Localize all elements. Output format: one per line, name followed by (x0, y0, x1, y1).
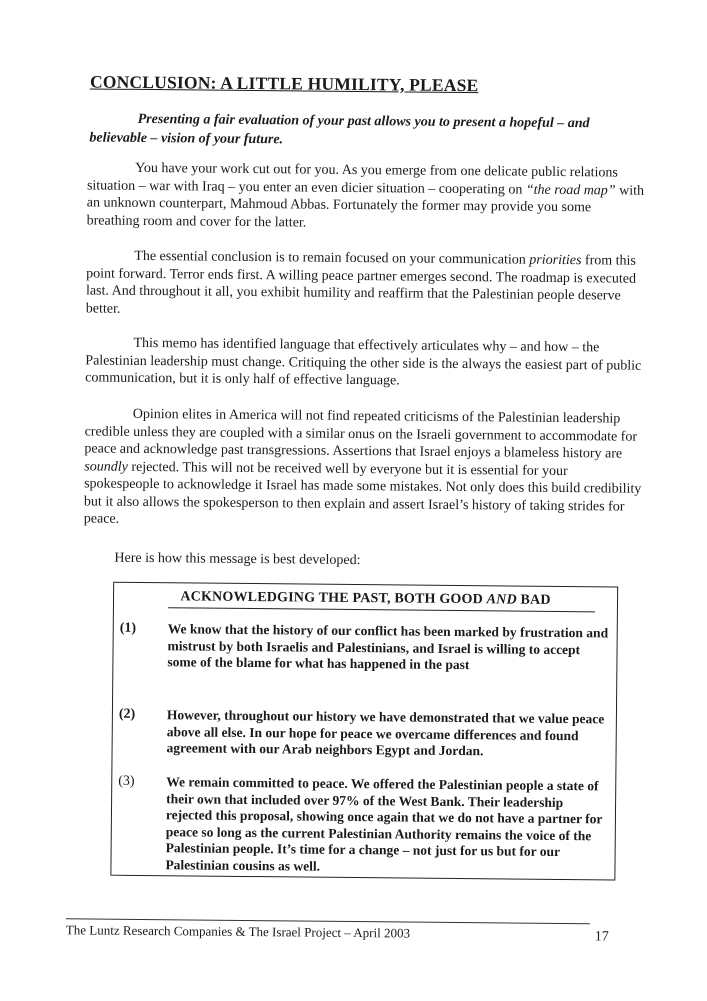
paragraph-2 (86, 247, 647, 322)
paragraph-4 (84, 405, 645, 533)
item-text: We remain committed to peace. We offered the Palestinian people a state of their own that included over 97% of the West Bank. Their leadership rejected this proposal, showing once again that we do not have a partner for peace so long as the current Palestinian Authority remains the voice of the Palestinian people. It’s time for a change – not just for us but for our Palestinian cousins as well. (165, 774, 603, 874)
intro-text: Presenting a fair evaluation of your past allows you to present a hopeful – and believable – vision of your future. (89, 111, 590, 148)
paragraph-1-italic: “the road map” (525, 182, 616, 199)
item-text: We know that the history of our conflict has been marked by frustration and mistrust by both Israelis and Palestinians, and Israel is willing to accept some of the blame for what has happened in the past (167, 621, 609, 673)
paragraph-4-italic: soundly (84, 458, 128, 475)
message-box-title (114, 589, 617, 610)
paragraph-3-text: This memo has identified language that effectively articulates why – and how – the Palestinian leadership must change. Critiquing the other side is the always the easiest part of public communication, but it is only half of effective language. (85, 335, 642, 389)
message-item-3 (118, 773, 608, 874)
item-text: However, throughout our history we have demonstrated that we value peace above all else. In our hope for peace we overcame differences and found agreement with our Arab neighbors Egypt and Jordan. (166, 707, 605, 759)
section-heading: CONCLUSION: A LITTLE HUMILITY, PLEASE (89, 71, 479, 96)
paragraph-2-text-a: The essential conclusion is to remain focused on your communication (134, 248, 530, 268)
paragraph-1-text-b: with an unknown counterpart, Mahmoud Abbas. Fortunately the former may provide you some breathing room and cover for the latter. (86, 183, 645, 231)
paragraph-1 (87, 159, 648, 234)
paragraph-1-text-a: You have your work cut out for you. As you emerge from one delicate public relations situation – war with Iraq – you enter an even dicier situation – cooperating on (86, 160, 618, 198)
paragraph-4-text-a: Opinion elites in America will not find repeated criticisms of the Palestinian leadership credible unless they are coupled with a similar onus on the Israeli government to accommodate for peace and acknowledge past transgressions. Assertions that Israel enjoys a blameless history are (84, 406, 638, 462)
paragraph-2-text-b: from this point forward. Terror ends first. A willing peace partner emerges second. The roadmap is executed last. And throughout it all, you exhibit humility and reaffirm that the Palestinian people deserve better. (85, 253, 637, 317)
item-number: (2) (118, 706, 136, 722)
box-title-text-a: ACKNOWLEDGING THE PAST, BOTH GOOD (180, 589, 487, 608)
intro-statement (89, 109, 629, 152)
page-number: 17 (594, 929, 609, 945)
box-title-text-b: BAD (516, 592, 551, 608)
paragraph-4-text-b: rejected. This will not be received well by everyone but it is essential for your spokespeople to acknowledge it Israel has made some mistakes. Not only does this build credibility but it also allows the spokesperson to then explain and assert Israel’s history of taking strides for peace. (83, 459, 642, 527)
message-lead-in: Here is how this message is best developed: (114, 550, 361, 569)
paragraph-3 (85, 334, 645, 392)
message-item-2 (118, 706, 609, 759)
message-box (110, 582, 618, 881)
box-title-italic: AND (486, 592, 517, 608)
footer-text: The Luntz Research Companies & The Israel Project – April 2003 (65, 922, 411, 941)
item-number: (3) (118, 773, 135, 789)
message-item-1 (119, 620, 610, 673)
item-number: (1) (119, 620, 137, 636)
paragraph-2-italic: priorities (529, 252, 582, 269)
